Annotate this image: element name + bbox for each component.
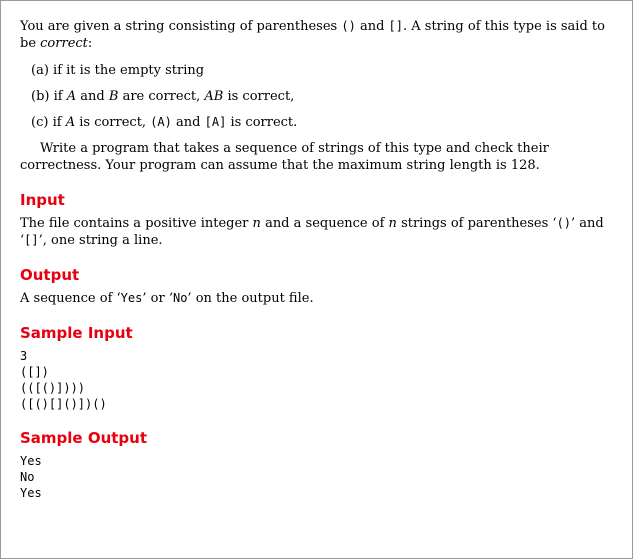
code-paren-a: (A) [150, 115, 172, 129]
task-paragraph: Write a program that takes a sequence of strings of this type and check their correctness. Your program can assume that the maximum string length is 128. [20, 141, 549, 173]
rule-label: (a) [31, 63, 49, 78]
sample-input-line: ([()[]()])() [20, 397, 107, 411]
var-n: n [388, 216, 397, 231]
input-heading: Input [20, 191, 65, 209]
var-a: A [65, 115, 76, 130]
quote-open: ‘ [20, 233, 25, 248]
quote-close: ’ [571, 216, 576, 231]
rule-text: and [176, 115, 201, 130]
sample-output-line: Yes [20, 454, 42, 468]
intro-paragraph [20, 18, 620, 52]
var-a: A [66, 89, 77, 104]
var-ab: AB [204, 89, 224, 104]
input-paragraph [20, 215, 620, 249]
output-heading: Output [20, 266, 80, 284]
rule-text: and [80, 89, 105, 104]
intro-text: You are given a string consisting of parentheses [20, 19, 338, 34]
input-text: and a sequence of [265, 216, 385, 231]
sample-output-line: No [20, 470, 35, 484]
code-paren: () [341, 19, 356, 33]
correct-word: correct [40, 36, 88, 51]
sample-input-heading: Sample Input [20, 324, 133, 342]
code-yes: Yes [120, 291, 143, 305]
quote-open: ‘ [116, 291, 121, 306]
rules-list [20, 62, 620, 131]
output-text: or [150, 291, 165, 306]
input-text: and [579, 216, 604, 231]
code-no: No [172, 291, 188, 305]
quote-open: ‘ [168, 291, 173, 306]
quote-close: ’ [187, 291, 192, 306]
intro-text-2: . A string of this type is said to be [20, 19, 605, 51]
rule-text: are correct, [122, 89, 201, 104]
output-paragraph [20, 290, 620, 307]
input-text: strings of parentheses [401, 216, 549, 231]
rule-a [20, 62, 620, 79]
input-text: , one string a line. [42, 233, 163, 248]
sample-output-block [20, 453, 620, 501]
rule-text: if it is the empty string [53, 63, 205, 78]
rule-text: is correct. [230, 115, 298, 130]
rule-text: is correct, [79, 115, 147, 130]
code-bracket: [] [388, 19, 403, 33]
input-text: The file contains a positive integer [20, 216, 249, 231]
code-bracket: [] [24, 233, 39, 247]
rule-text: if [53, 89, 63, 104]
quote-close: ’ [38, 233, 43, 248]
quote-close: ’ [142, 291, 147, 306]
sample-input-line: (([()]))) [20, 381, 86, 395]
output-text: on the output file. [195, 291, 314, 306]
sample-output-heading: Sample Output [20, 429, 148, 447]
rule-text: if [52, 115, 62, 130]
rule-b [20, 88, 620, 105]
rule-c [20, 114, 620, 131]
var-b: B [108, 89, 119, 104]
output-text: A sequence of [20, 291, 113, 306]
rule-label: (c) [31, 115, 49, 130]
code-paren: () [556, 216, 572, 230]
rule-label: (b) [31, 89, 50, 104]
intro-colon: : [87, 36, 93, 51]
quote-open: ‘ [552, 216, 557, 231]
sample-output-line: Yes [20, 486, 42, 500]
intro-and: and [359, 19, 385, 34]
var-n: n [252, 216, 261, 231]
sample-input-block [20, 348, 620, 412]
rule-text: is correct, [227, 89, 295, 104]
code-bracket-a: [A] [204, 115, 227, 129]
sample-input-line: ([]) [20, 365, 49, 379]
sample-input-line: 3 [20, 349, 28, 363]
